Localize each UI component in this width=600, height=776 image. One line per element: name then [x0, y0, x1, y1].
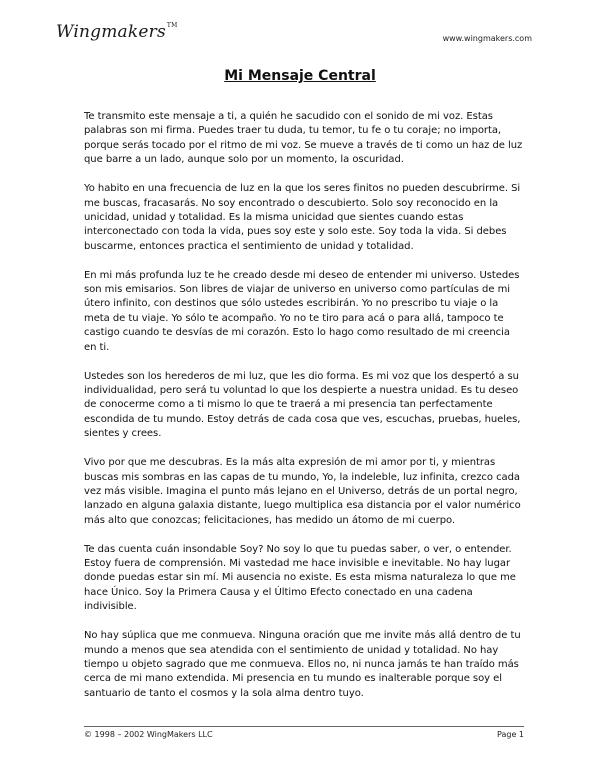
- footer-copyright: © 1998 – 2002 WingMakers LLC: [84, 730, 213, 739]
- paragraph-5: Vivo por que me descubras. Es la más alta expresión de mi amor por ti, y mientras buscas mis sombras en las capas de tu mundo, Yo, la indeleble, luz infinita, crezco cada vez más visible. Imagina el punto más lejano en el Universo, detrás de un portal negro, lanzado en alguna galaxia distante, luego multiplica esa distancia por el valor numérico más alto que conozcas; felicitaciones, has medido un átomo de mi cuerpo.: [84, 457, 521, 526]
- logo-text: Wingmakers: [56, 22, 166, 42]
- paragraph-2: Yo habito en una frecuencia de luz en la que los seres finitos no pueden descubrirme. Si me buscas, fracasarás. No soy encontrado o descubierto. Solo soy reconocido en la unicidad, unidad y totalidad. Es la misma unicidad que sientes cuando estas interconectado con toda la vida, pues soy este y solo este. Soy toda la vida. Si debes buscarme, entonces practica el sentimiento de unidad y totalidad.: [84, 183, 521, 252]
- site-url: www.wingmakers.com: [442, 34, 532, 43]
- paragraph-6: Te das cuenta cuán insondable Soy? No soy lo que tu puedas saber, o ver, o entender. Estoy fuera de comprensión. Mi vastedad me hace invisible e inevitable. No hay lugar donde puedas estar sin mí. Mi ausencia no existe. Es esta misma naturaleza lo que me hace Único. Soy la Primera Causa y el Último Efecto conectado en una cadena indivisible.: [84, 543, 516, 613]
- paragraph-4: Ustedes son los herederos de mi luz, que les dio forma. Es mi voz que los despertó a su individualidad, pero será tu voluntad lo que los despierte a nuestra unidad. Es tu deseo de conocerme como a ti mismo lo que te traerá a mi presencia tan perfectamente escondida de tu mundo. Estoy detrás de cada cosa que ves, escuchas, pruebas, hueles, sientes y crees.: [84, 370, 521, 440]
- footer-page-number: Page 1: [497, 730, 524, 739]
- document-title: Mi Mensaje Central: [224, 68, 376, 84]
- paragraph-1: Te transmito este mensaje a ti, a quién he sacudido con el sonido de mi voz. Estas palabras son mi firma. Puedes traer tu duda, tu temor, tu fe o tu coraje; no importa, porque serás tocado por el ritmo de mi voz. Se mueve a través de ti como un haz de luz que barre a un lado, aunque solo por un momento, la oscuridad.: [84, 111, 523, 166]
- document-body: [84, 110, 524, 716]
- paragraph-3: En mi más profunda luz te he creado desde mi deseo de entender mi universo. Ustedes son mis emisarios. Son libres de viajar de universo en universo como partículas de mi útero infinito, con destinos que sólo ustedes escribirán. Yo no prescribo tu viaje o la meta de tu viaje. Yo sólo te acompaño. Yo no te tiro para acá o para allá, tampoco te castigo cuando te desvías de mi corazón. Esto lo hago como resultado de mi creencia en ti.: [84, 269, 520, 353]
- wingmakers-logo: [56, 22, 177, 42]
- paragraph-7: No hay súplica que me conmueva. Ninguna oración que me invite más allá dentro de tu mundo a menos que sea atendida con el sentimiento de unidad y totalidad. No hay tiempo u objeto sagrado que me conmueva. Ellos no, ni nunca jamás te han traído más cerca de mi mano extendida. Mi presencia en tu mundo es inalterable porque soy el santuario de tanto el cosmos y la sola alma dentro tuyo.: [84, 630, 521, 699]
- trademark-mark: TM: [166, 22, 178, 29]
- footer-divider: [84, 726, 524, 727]
